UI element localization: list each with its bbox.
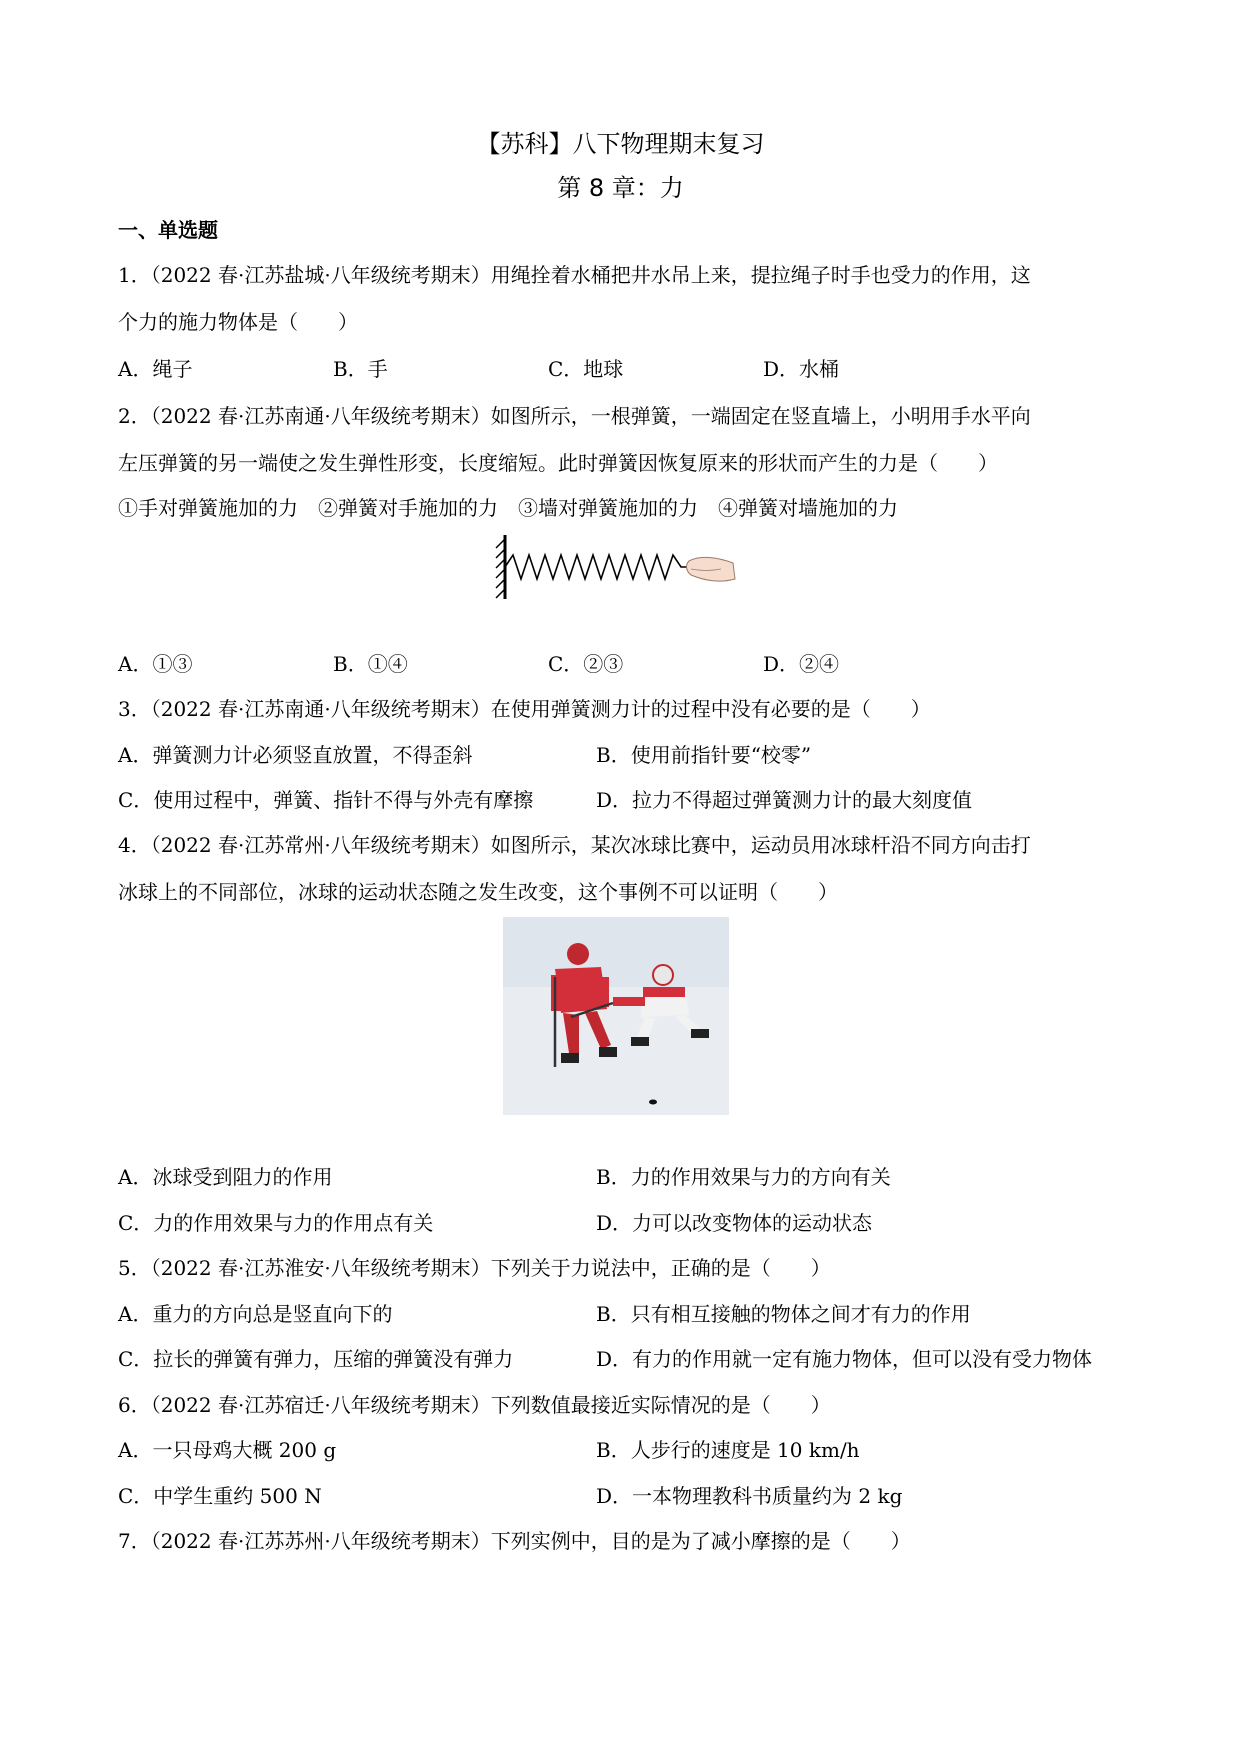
q5-option-c: C．拉长的弹簧有弹力，压缩的弹簧没有弹力 [118, 1347, 514, 1371]
q2-option-a: A．①③ [118, 652, 193, 676]
q6-option-c: C．中学生重约 500 N [118, 1484, 322, 1508]
q1-option-d: D．水桶 [763, 357, 840, 381]
section-heading: 一、单选题 [118, 218, 218, 242]
q5-stem-line1: 5．（2022 春·江苏淮安·八年级统考期末）下列关于力说法中，正确的是（ ） [118, 1256, 831, 1280]
q3-option-a: A．弹簧测力计必须竖直放置，不得歪斜 [118, 743, 473, 767]
q4-stem-line1: 4．（2022 春·江苏常州·八年级统考期末）如图所示，某次冰球比赛中，运动员用冰球杆沿不同方向击打 [118, 833, 1031, 857]
q2-option-d: D．②④ [763, 652, 840, 676]
document-title: 【苏科】八下物理期末复习 [476, 130, 765, 158]
q5-option-d: D．有力的作用就一定有施力物体，但可以没有受力物体 [596, 1347, 1093, 1371]
q6-option-b: B．人步行的速度是 10 km/h [596, 1438, 860, 1462]
q3-stem-line1: 3．（2022 春·江苏南通·八年级统考期末）在使用弹簧测力计的过程中没有必要的是（ ） [118, 697, 931, 721]
q5-option-a: A．重力的方向总是竖直向下的 [118, 1302, 393, 1326]
q4-stem-line2: 冰球上的不同部位，冰球的运动状态随之发生改变，这个事例不可以证明（ ） [118, 880, 838, 904]
q2-option-c: C．②③ [548, 652, 624, 676]
q2-stem-line1: 2．（2022 春·江苏南通·八年级统考期末）如图所示，一根弹簧，一端固定在竖直墙上，小明用手水平向 [118, 404, 1031, 428]
q4-option-d: D．力可以改变物体的运动状态 [596, 1211, 873, 1235]
q7-stem-line1: 7．（2022 春·江苏苏州·八年级统考期末）下列实例中，目的是为了减小摩擦的是（ ） [118, 1529, 911, 1553]
q4-option-c: C．力的作用效果与力的作用点有关 [118, 1211, 434, 1235]
q3-option-d: D．拉力不得超过弹簧测力计的最大刻度值 [596, 788, 973, 812]
q6-option-a: A．一只母鸡大概 200 g [118, 1438, 337, 1462]
q4-option-b: B．力的作用效果与力的方向有关 [596, 1165, 891, 1189]
spring-icon [505, 555, 691, 579]
q2-option-b: B．①④ [333, 652, 408, 676]
ice-hockey-photo [503, 917, 729, 1115]
q6-option-d: D．一本物理教科书质量约为 2 kg [596, 1484, 903, 1508]
q4-option-a: A．冰球受到阻力的作用 [118, 1165, 333, 1189]
q1-option-b: B．手 [333, 357, 388, 381]
q6-stem-line1: 6．（2022 春·江苏宿迁·八年级统考期末）下列数值最接近实际情况的是（ ） [118, 1393, 831, 1417]
q1-option-c: C．地球 [548, 357, 624, 381]
wall-icon [496, 535, 505, 599]
chapter-title: 第 8 章：力 [557, 174, 684, 202]
hand-icon [687, 557, 735, 581]
q1-option-a: A．绳子 [118, 357, 193, 381]
q5-option-b: B．只有相互接触的物体之间才有力的作用 [596, 1302, 971, 1326]
q1-stem-line1: 1．（2022 春·江苏盐城·八年级统考期末）用绳拴着水桶把井水吊上来，提拉绳子时手也受力的作用，这 [118, 263, 1031, 287]
q3-option-c: C．使用过程中，弹簧、指针不得与外壳有摩擦 [118, 788, 534, 812]
q2-stem-line2: 左压弹簧的另一端使之发生弹性形变，长度缩短。此时弹簧因恢复原来的形状而产生的力是（ ） [118, 451, 998, 475]
puck-icon [649, 1100, 657, 1105]
q3-option-b: B．使用前指针要“校零” [596, 743, 812, 767]
spring-wall-hand-figure [495, 533, 740, 603]
q2-stem-line3: ①手对弹簧施加的力 ②弹簧对手施加的力 ③墙对弹簧施加的力 ④弹簧对墙施加的力 [118, 496, 898, 520]
q1-stem-line2: 个力的施力物体是（ ） [118, 310, 358, 334]
